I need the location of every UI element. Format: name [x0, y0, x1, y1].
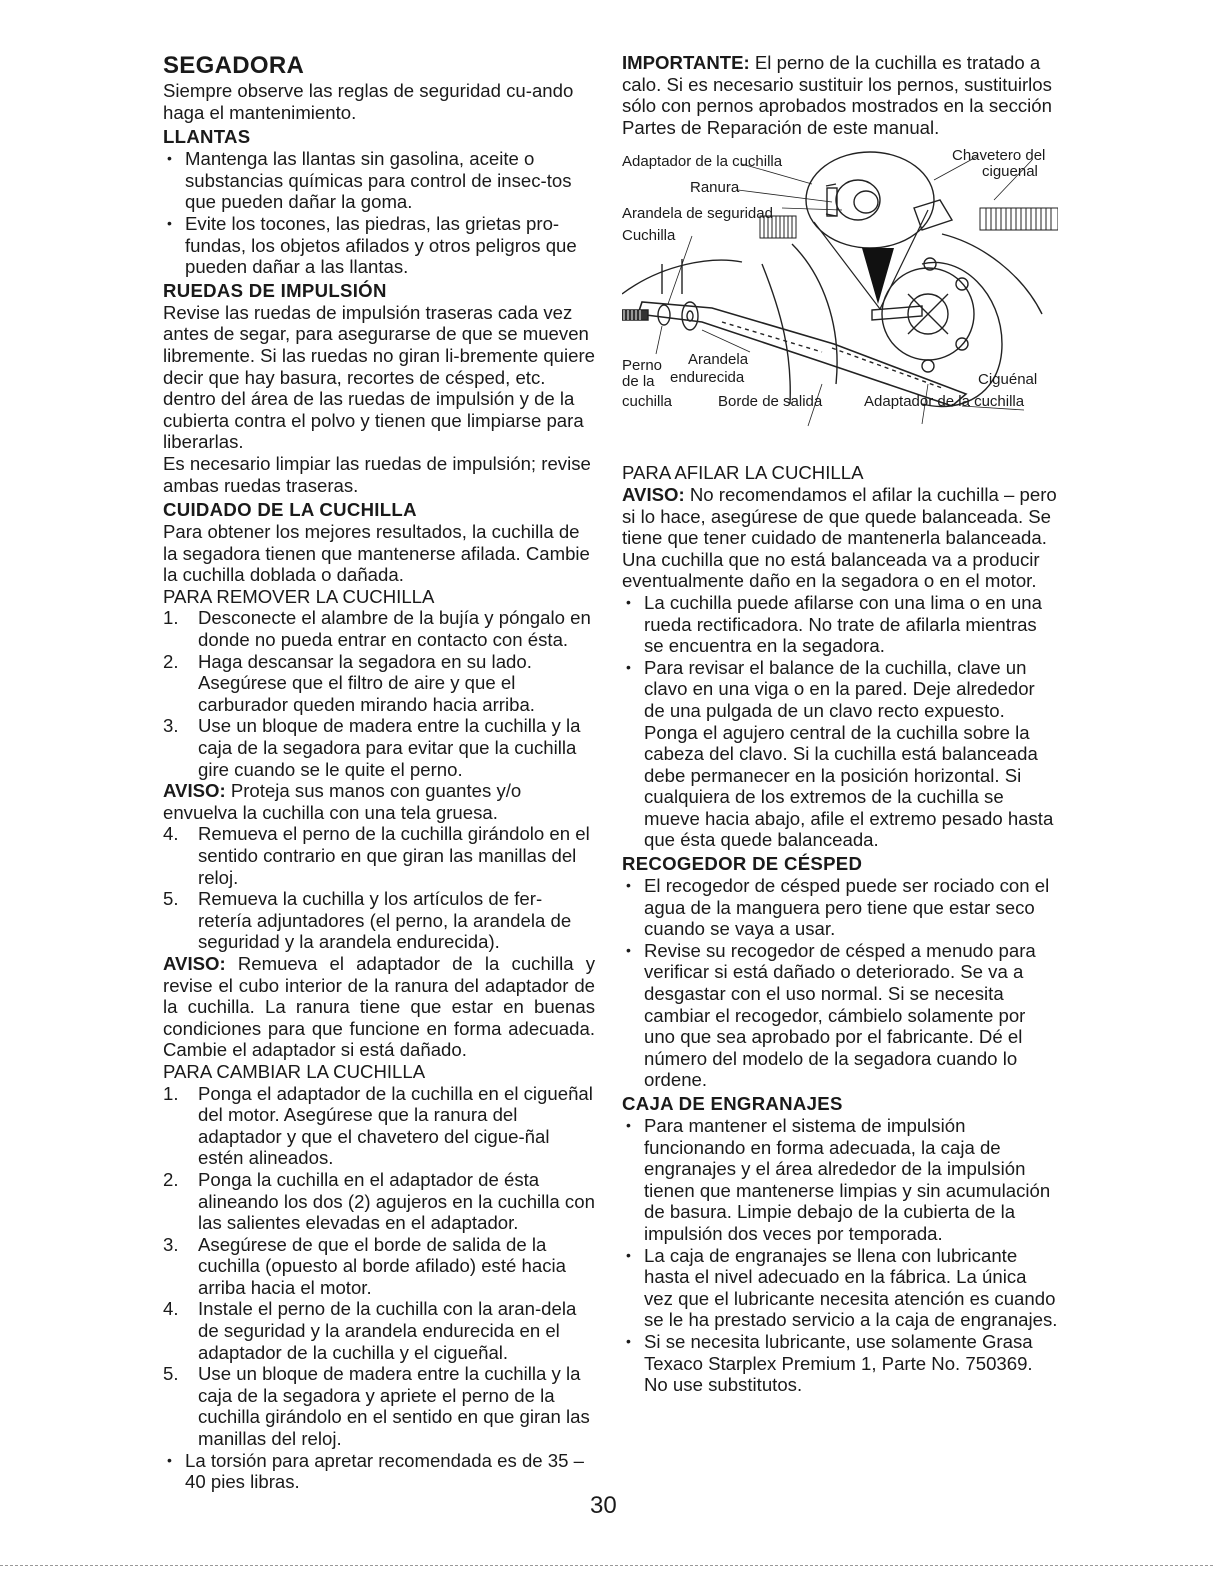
step-number: 2.: [163, 650, 179, 672]
magnifier-pointer: [862, 248, 894, 304]
aviso-afilar: [622, 484, 1058, 592]
heading-recogedor: RECOGEDOR DE CÉSPED: [622, 853, 863, 875]
list-item: [163, 1363, 595, 1449]
magnifier-circle: [806, 152, 934, 248]
importante-note: [622, 52, 1058, 138]
list-item: [163, 888, 595, 953]
recogedor-list: [622, 875, 1058, 1091]
page-number: 30: [590, 1492, 617, 1519]
ruedas-paragraph-2: Es necesario limpiar las ruedas de impulsión; revise ambas ruedas traseras.: [163, 452, 591, 496]
blade-diagram: [622, 144, 1058, 454]
llantas-list: [163, 148, 595, 278]
step-text: Use un bloque de madera entre la cuchilla y la caja de la segadora para evitar que la cuchilla gire cuando se le quite el perno.: [198, 715, 581, 780]
list-item: [163, 607, 595, 650]
ruedas-paragraph-1: Revise las ruedas de impulsión traseras cada vez antes de segar, para asegurarse de que se mueven libremente. Si las ruedas no giran li-bremente quiere decir que hay basura, recortes de césped, etc. dentro del área de las ruedas de impulsión y de la cubierta contra el polvo y tienen que limpiarse para liberarlas.: [163, 301, 596, 453]
step-number: 2.: [163, 1168, 179, 1190]
list-item: • Revise su recogedor de césped a menudo para verificar si está dañado o deteriorado. Se va a desgastar con el uso normal. Si se necesita cambiar el recogedor, cámbielo solamente por uno que sea aprobado por el fabricante. Dé el número del modelo de la segadora cuando lo ordene.: [622, 940, 1058, 1091]
step-number: 1.: [163, 1082, 179, 1104]
step-text: Asegúrese de que el borde de salida de la cuchilla (opuesto al borde afilado) esté hacia arriba hacia el motor.: [198, 1233, 566, 1298]
heading-llantas: LLANTAS: [163, 126, 251, 148]
heading-ruedas: RUEDAS DE IMPULSIÓN: [163, 279, 387, 301]
label-borde-salida: Borde de salida: [718, 393, 823, 411]
label-ciguenal: Ciguénal: [978, 371, 1038, 389]
step-number: 3.: [163, 1233, 179, 1255]
label-adaptador-bottom: Adaptador de la cuchilla: [864, 393, 1025, 411]
step-text: Ponga la cuchilla en el adaptador de ésta alineando los dos (2) agujeros en la cuchilla con las salientes elevadas en el adaptador.: [198, 1168, 595, 1234]
step-number: 5.: [163, 1363, 179, 1385]
label-arandela-endurecida-1: Arandela: [688, 351, 749, 369]
list-item: • La cuchilla puede afilarse con una lima o en una rueda rectificadora. No trate de afilarla mientras se encuentra en la segadora.: [622, 592, 1058, 657]
torsion-list: [163, 1450, 595, 1493]
heading-cuidado: CUIDADO DE LA CUCHILLA: [163, 499, 417, 521]
list-item: • Para revisar el balance de la cuchilla, clave un clavo en una viga o en la pared. Deje alrededor de una pulgada de un clavo recto expuesto. Ponga el agujero central de la cuchilla sobre la cabeza del clavo. Si la cuchilla está balanceada debe permanecer en la posición horizontal. Si cualquiera de los extremos de la cuchilla se mueve hacia abajo, afile el extremo pesado hasta que ésta quede balanceada.: [622, 657, 1058, 851]
lock-washer: [658, 305, 670, 325]
heading-afilar: PARA AFILAR LA CUCHILLA: [622, 462, 864, 484]
list-item: • El recogedor de césped puede ser rociado con el agua de la manguera pero tiene que estar seco cuando se vaya a usar.: [622, 875, 1058, 940]
label-perno-1: Perno: [622, 357, 663, 375]
list-item: [163, 823, 595, 888]
step-text: Remueva el perno de la cuchilla girándolo en el sentido contrario en que giran las manillas del reloj.: [198, 823, 590, 888]
list-item: • La torsión para apretar recomendada es de 35 – 40 pies libras.: [163, 1450, 595, 1493]
intro-text: Siempre observe las reglas de seguridad cu-ando haga el mantenimiento.: [163, 80, 574, 123]
remover-steps: [163, 607, 595, 780]
list-item: [163, 1169, 595, 1234]
cambiar-steps: [163, 1083, 595, 1450]
importante-label: IMPORTANTE:: [622, 52, 750, 73]
list-item: [163, 715, 595, 780]
aviso-text: No recomendamos el afilar la cuchilla – pero si lo hace, asegúrese de que quede balanceada. Se tiene que tener cuidado de mantenerla balanceada. Una cuchilla que no está balanceada va a producir eventualmente daño en la segadora o en el motor.: [622, 483, 1057, 592]
remover-steps-continued: [163, 823, 595, 953]
heading-remover: PARA REMOVER LA CUCHILLA: [163, 585, 435, 607]
step-number: 4.: [163, 823, 179, 845]
label-chavetero-2: ciguenal: [982, 163, 1038, 181]
label-adaptador: Adaptador de la cuchilla: [622, 153, 783, 171]
afilar-list: [622, 592, 1058, 851]
list-item: • Si se necesita lubricante, use solamente Grasa Texaco Starplex Premium 1, Parte No. 750369. No use substitutos.: [622, 1331, 1058, 1396]
label-perno-3: cuchilla: [622, 393, 673, 411]
label-cuchilla: Cuchilla: [622, 227, 676, 245]
aviso-label: AVISO:: [163, 952, 226, 974]
label-arandela-seguridad: Arandela de seguridad: [622, 205, 773, 223]
aviso-text: Proteja sus manos con guantes y/o envuelva la cuchilla con una tela gruesa.: [163, 780, 522, 823]
list-item: • Mantenga las llantas sin gasolina, aceite o substancias químicas para control de insec-tos que pueden dañar la goma.: [163, 148, 595, 213]
step-number: 5.: [163, 888, 179, 910]
adapter-detail: [836, 180, 880, 220]
heading-cambiar: PARA CAMBIAR LA CUCHILLA: [163, 1060, 426, 1082]
section-title-segadora: SEGADORA: [163, 52, 305, 79]
right-column: [622, 52, 1058, 1396]
aviso-text: Remueva el adaptador de la cuchilla y revise el cubo interior de la ranura del adaptador de la cuchilla. La ranura tiene que estar en buenas condiciones para que funcione en forma adecuada. Cambie el adaptador si está dañado.: [163, 952, 595, 1061]
step-text: Ponga el adaptador de la cuchilla en el cigueñal del motor. Asegúrese que la ranura del adaptador y que el chavetero del cigue-ñal estén alineados.: [198, 1082, 593, 1169]
aviso-label: AVISO:: [622, 483, 685, 505]
aviso-label: AVISO:: [163, 780, 226, 802]
step-text: Instale el perno de la cuchilla con la aran-dela de seguridad y la arandela endurecida en el adaptador de la cuchilla y el cigueñal.: [198, 1298, 577, 1363]
caja-list: [622, 1115, 1058, 1396]
step-text: Use un bloque de madera entre la cuchilla y la caja de la segadora y apriete el perno de la cuchilla girándolo en el sentido en que giran las manillas del reloj.: [198, 1363, 590, 1450]
list-item: • Evite los tocones, las piedras, las grietas pro-fundas, los objetos afilados y otros peligros que pueden dañar a las llantas.: [163, 213, 595, 278]
importante-text: El perno de la cuchilla es tratado a calo. Si es necesario sustituir los pernos, sustituirlos sólo con pernos aprobados mostrados en la sección Partes de Reparación de este manual.: [622, 52, 1052, 138]
step-text: Haga descansar la segadora en su lado. Asegúrese que el filtro de aire y que el carburador queden mirando hacia arriba.: [198, 650, 535, 715]
heading-caja: CAJA DE ENGRANAJES: [622, 1093, 843, 1114]
label-ranura: Ranura: [690, 179, 740, 197]
step-number: 4.: [163, 1298, 179, 1320]
step-text: Desconecte el alambre de la bujía y póngalo en donde no pueda entrar en contacto con ésta.: [198, 607, 591, 651]
aviso-gloves: [163, 780, 595, 823]
page-bottom-rule: [0, 1565, 1213, 1566]
list-item: [163, 1298, 595, 1363]
list-item: [163, 1083, 595, 1169]
cuidado-paragraph: Para obtener los mejores resultados, la cuchilla de la segadora tienen que mantenerse afilada. Cambie la cuchilla doblada o dañada.: [163, 521, 590, 586]
list-item: • Para mantener el sistema de impulsión funcionando en forma adecuada, la caja de engranajes y el área alrededor de la impulsión tienen que mantenerse limpias y sin acumulación de basura. Limpie debajo de la cubierta de la impulsión dos veces por temporada.: [622, 1115, 1058, 1245]
label-arandela-endurecida-2: endurecida: [670, 369, 745, 387]
label-chavetero-1: Chavetero del: [952, 147, 1046, 165]
left-column: [163, 52, 595, 1493]
step-number: 3.: [163, 715, 179, 737]
list-item: • La caja de engranajes se llena con lubricante hasta el nivel adecuado en la fábrica. La única vez que el lubricante necesita atención es cuando se le ha prestado servicio a la caja de engranajes.: [622, 1245, 1058, 1331]
list-item: [163, 651, 595, 716]
label-perno-2: de la: [622, 373, 655, 391]
step-text: Remueva la cuchilla y los artículos de fer-retería adjuntadores (el perno, la arandela de seguridad y la arandela endurecida).: [198, 888, 572, 953]
list-item: [163, 1234, 595, 1299]
aviso-adaptador: [163, 953, 595, 1061]
bolt: [622, 310, 648, 320]
step-number: 1.: [163, 607, 179, 629]
